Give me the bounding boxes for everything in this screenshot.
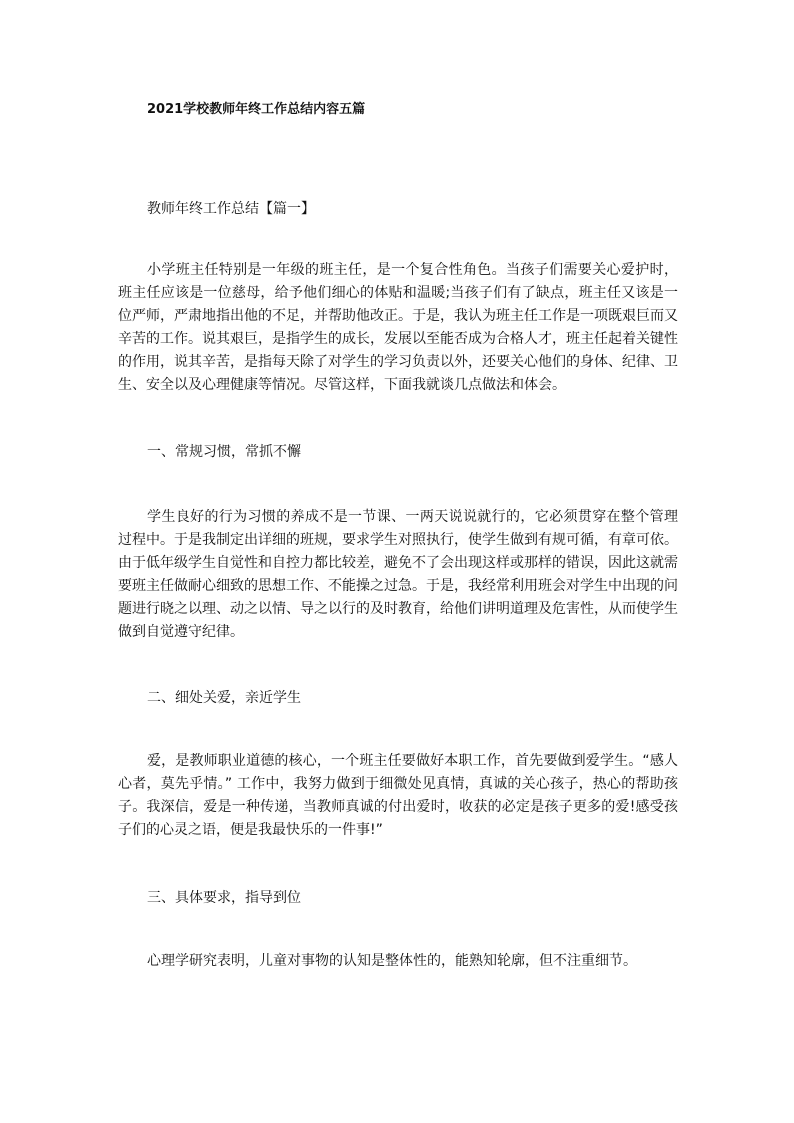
section-title: 教师年终工作总结【篇一】 xyxy=(147,201,315,217)
heading-1: 一、常规习惯，常抓不懈 xyxy=(147,444,301,460)
paragraph-3: 心理学研究表明，儿童对事物的认知是整体性的，能熟知轮廓，但不注重细节。 xyxy=(147,953,637,969)
paragraph-1: 学生良好的行为习惯的养成不是一节课、一两天说说就行的，它必须贯穿在整个管理过程中。于是我制定出详细的班规，要求学生对照执行，使学生做到有规可循，有章可依。由于低年级学生自觉性和自控力都比较差，避免不了会出现这样或那样的错误，因此这就需要班主任做耐心细致的思想工作、不能操之过急。于是，我经常利用班会对学生中出现的问题进行晓之以理、动之以情、导之以行的及时教育，给他们讲明道理及危害性，从而使学生做到自觉遵守纪律。 xyxy=(118,509,678,640)
document-title: 2021学校教师年终工作总结内容五篇 xyxy=(147,102,366,117)
heading-2: 二、细处关爱，亲近学生 xyxy=(147,690,301,706)
heading-3: 三、具体要求，指导到位 xyxy=(147,890,301,906)
intro-paragraph: 小学班主任特别是一年级的班主任，是一个复合性角色。当孩子们需要关心爱护时，班主任应该是一位慈母，给予他们细心的体贴和温暖;当孩子们有了缺点，班主任又该是一位严师，严肃地指出他的不足，并帮助他改正。于是，我认为班主任工作是一项既艰巨而又辛苦的工作。说其艰巨，是指学生的成长，发展以至能否成为合格人才，班主任起着关键性的作用，说其辛苦，是指每天除了对学生的学习负责以外，还要关心他们的身体、纪律、卫生、安全以及心理健康等情况。尽管这样，下面我就谈几点做法和体会。 xyxy=(118,262,678,393)
paragraph-2: 爱，是教师职业道德的核心，一个班主任要做好本职工作，首先要做到爱学生。“感人心者，莫先乎情。” 工作中，我努力做到于细微处见真情，真诚的关心孩子，热心的帮助孩子。我深信，爱是一种传递，当教师真诚的付出爱时，收获的必定是孩子更多的爱!感受孩子们的心灵之语，便是我最快乐的一件事!” xyxy=(118,753,678,838)
